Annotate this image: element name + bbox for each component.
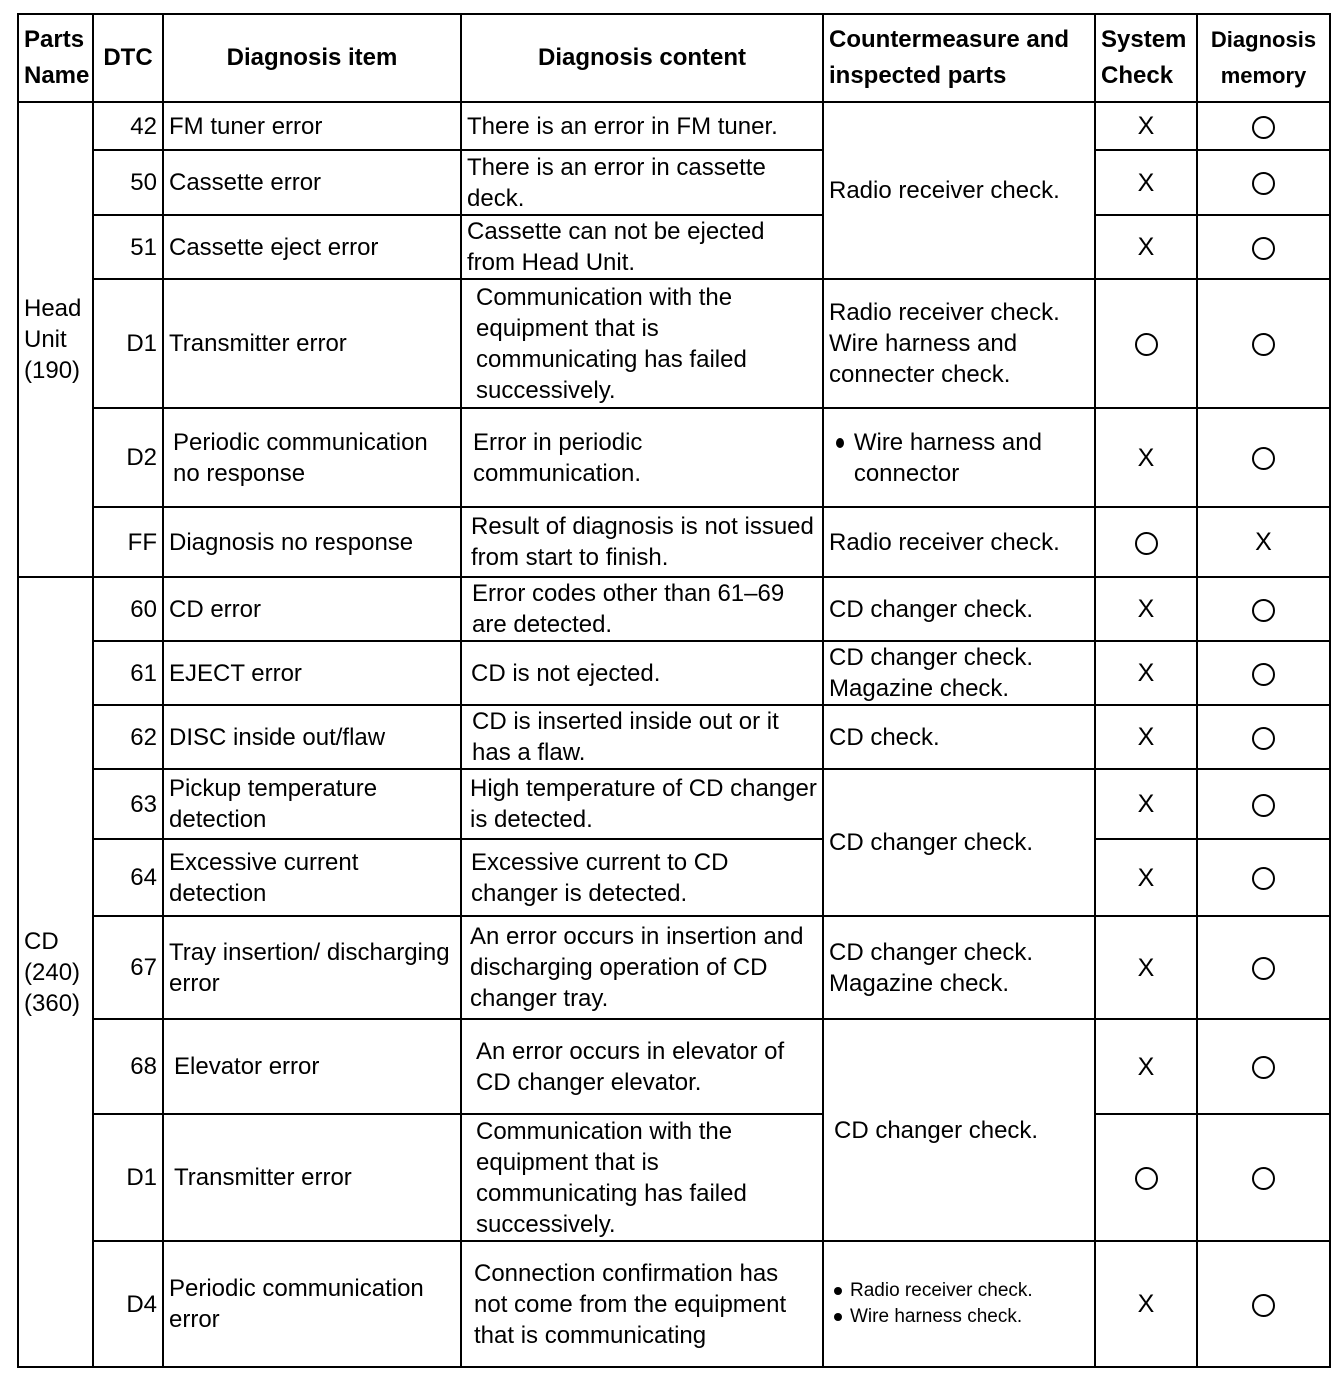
diagnosis-content: Result of diagnosis is not issued from start to finish. (461, 507, 823, 577)
diagnosis-content: Communication with the equipment that is communicating has failed successively. (461, 279, 823, 408)
header-dtc: DTC (93, 14, 163, 102)
x-mark: X (1137, 112, 1155, 141)
table-row (18, 641, 1330, 705)
dtc-code: 62 (93, 705, 163, 769)
diagnosis-item: Tray insertion/ discharging error (163, 916, 461, 1019)
countermeasure-bullet-text: Radio receiver check. (850, 1280, 1033, 1301)
diagnosis-item: FM tuner error (163, 102, 461, 150)
table-row (18, 1241, 1330, 1367)
system-check-mark (1095, 839, 1197, 916)
countermeasure (823, 408, 1095, 507)
system-check-mark (1095, 1019, 1197, 1114)
header-diagnosis-item: Diagnosis item (163, 14, 461, 102)
countermeasure-line: Wire harness and connecter check. (829, 330, 1018, 388)
system-check-mark (1095, 1241, 1197, 1367)
dtc-code: D1 (93, 1114, 163, 1241)
diagnosis-item: Transmitter error (163, 1114, 461, 1241)
countermeasure-line: Magazine check. (829, 969, 1010, 997)
x-mark: X (1137, 233, 1155, 262)
x-mark: X (1137, 659, 1155, 688)
dtc-code: 64 (93, 839, 163, 916)
diagnosis-item: Cassette error (163, 150, 461, 215)
circle-icon (1252, 116, 1275, 139)
system-check-mark (1095, 916, 1197, 1019)
countermeasure-line: Radio receiver check. (829, 299, 1060, 326)
system-check-mark (1095, 641, 1197, 705)
table-row (18, 705, 1330, 769)
x-mark: X (1137, 723, 1155, 752)
x-mark: X (1137, 443, 1155, 472)
system-check-mark (1095, 102, 1197, 150)
dtc-table (17, 13, 1331, 1368)
diagnosis-item: Periodic communication no response (163, 408, 461, 507)
countermeasure (823, 1241, 1095, 1367)
countermeasure: Radio receiver check. (823, 102, 1095, 279)
diagnosis-memory-mark (1197, 279, 1330, 408)
header-row (18, 14, 1330, 102)
dtc-code: 68 (93, 1019, 163, 1114)
countermeasure: CD changer check. (823, 769, 1095, 916)
diagnosis-memory-mark (1197, 705, 1330, 769)
diagnosis-memory-mark (1197, 1114, 1330, 1241)
countermeasure-bullet-text: Wire harness and connector (853, 428, 1042, 487)
diagnosis-memory-mark (1197, 1241, 1330, 1367)
diagnosis-item: CD error (163, 577, 461, 641)
diagnosis-content: Error in periodic communication. (461, 408, 823, 507)
diagnosis-content: High temperature of CD changer is detected. (461, 769, 823, 839)
diagnosis-item: DISC inside out/flaw (163, 705, 461, 769)
system-check-mark (1095, 577, 1197, 641)
countermeasure-line: CD changer check. (829, 644, 1034, 671)
diagnosis-content: An error occurs in insertion and discharging operation of CD changer tray. (461, 916, 823, 1019)
diagnosis-memory-mark (1197, 839, 1330, 916)
table-row (18, 1019, 1330, 1114)
dtc-code: FF (93, 507, 163, 577)
table-row (18, 150, 1330, 215)
diagnosis-item: Periodic communication error (163, 1241, 461, 1367)
circle-icon (1135, 333, 1158, 356)
parts-name-head-unit: Head Unit (190) (18, 102, 93, 577)
dtc-code: 50 (93, 150, 163, 215)
diagnosis-content: CD is not ejected. (461, 641, 823, 705)
countermeasure: CD changer check. (823, 1019, 1095, 1241)
system-check-mark (1095, 408, 1197, 507)
header-parts-name: Parts Name (18, 14, 93, 102)
diagnosis-memory-mark (1197, 408, 1330, 507)
dtc-code: D1 (93, 279, 163, 408)
table-row (18, 1114, 1330, 1241)
dtc-code: D2 (93, 408, 163, 507)
x-mark: X (1137, 595, 1155, 624)
x-mark: X (1255, 528, 1272, 557)
dtc-code: 60 (93, 577, 163, 641)
diagnosis-content: Error codes other than 61–69 are detected. (461, 577, 823, 641)
circle-icon (1252, 333, 1275, 356)
table-row (18, 408, 1330, 507)
diagnosis-memory-mark (1197, 916, 1330, 1019)
dtc-code: 67 (93, 916, 163, 1019)
dtc-code: 42 (93, 102, 163, 150)
countermeasure: CD changer check. (823, 577, 1095, 641)
table-row (18, 507, 1330, 577)
diagnosis-item: Pickup temperature detection (163, 769, 461, 839)
system-check-mark (1095, 215, 1197, 279)
diagnosis-content: There is an error in cassette deck. (461, 150, 823, 215)
diagnosis-item: EJECT error (163, 641, 461, 705)
circle-icon (1252, 794, 1275, 817)
diagnosis-content: There is an error in FM tuner. (461, 102, 823, 150)
circle-icon (1252, 447, 1275, 470)
diagnosis-item: Elevator error (163, 1019, 461, 1114)
table-row (18, 577, 1330, 641)
table-row (18, 839, 1330, 916)
diagnosis-content: Communication with the equipment that is communicating has failed successively. (461, 1114, 823, 1241)
circle-icon (1252, 663, 1275, 686)
x-mark: X (1137, 1052, 1155, 1081)
circle-icon (1252, 1294, 1275, 1317)
circle-icon (1252, 1056, 1275, 1079)
x-mark: X (1137, 168, 1155, 197)
diagnosis-memory-mark (1197, 507, 1330, 577)
x-mark: X (1137, 1290, 1155, 1319)
table-row (18, 279, 1330, 408)
countermeasure (823, 916, 1095, 1019)
circle-icon (1252, 1167, 1275, 1190)
dtc-code: 61 (93, 641, 163, 705)
diagnosis-memory-mark (1197, 577, 1330, 641)
x-mark: X (1137, 790, 1155, 819)
diagnosis-memory-mark (1197, 215, 1330, 279)
system-check-mark (1095, 279, 1197, 408)
circle-icon (1252, 172, 1275, 195)
diagnosis-item: Cassette eject error (163, 215, 461, 279)
header-countermeasure: Countermeasure and inspected parts (823, 14, 1095, 102)
diagnosis-content: An error occurs in elevator of CD changer elevator. (461, 1019, 823, 1114)
x-mark: X (1137, 863, 1155, 892)
table-row (18, 215, 1330, 279)
system-check-mark (1095, 150, 1197, 215)
bullet-icon (836, 438, 844, 448)
table-row (18, 769, 1330, 839)
diagnosis-memory-mark (1197, 769, 1330, 839)
diagnosis-content: Excessive current to CD changer is detected. (461, 839, 823, 916)
diagnosis-memory-mark (1197, 641, 1330, 705)
x-mark: X (1137, 953, 1155, 982)
diagnosis-item: Diagnosis no response (163, 507, 461, 577)
diagnosis-item: Excessive current detection (163, 839, 461, 916)
dtc-code: D4 (93, 1241, 163, 1367)
dtc-code: 63 (93, 769, 163, 839)
countermeasure (823, 641, 1095, 705)
header-diagnosis-content: Diagnosis content (461, 14, 823, 102)
circle-icon (1252, 599, 1275, 622)
bullet-icon (834, 1313, 842, 1321)
header-system-check: System Check (1095, 14, 1197, 102)
circle-icon (1252, 867, 1275, 890)
circle-icon (1135, 1167, 1158, 1190)
diagnosis-item: Transmitter error (163, 279, 461, 408)
countermeasure (823, 279, 1095, 408)
header-diagnosis-memory: Diagnosis memory (1197, 14, 1330, 102)
countermeasure: Radio receiver check. (823, 507, 1095, 577)
circle-icon (1135, 532, 1158, 555)
dtc-code: 51 (93, 215, 163, 279)
diagnosis-content: Connection confirmation has not come from the equipment that is communicating (461, 1241, 823, 1367)
table-row (18, 916, 1330, 1019)
system-check-mark (1095, 1114, 1197, 1241)
diagnosis-content: CD is inserted inside out or it has a flaw. (461, 705, 823, 769)
circle-icon (1252, 957, 1275, 980)
diagnosis-memory-mark (1197, 150, 1330, 215)
system-check-mark (1095, 705, 1197, 769)
circle-icon (1252, 237, 1275, 260)
diagnosis-memory-mark (1197, 1019, 1330, 1114)
countermeasure: CD check. (823, 705, 1095, 769)
countermeasure-line: Magazine check. (829, 675, 1010, 702)
diagnosis-memory-mark (1197, 102, 1330, 150)
circle-icon (1252, 727, 1275, 750)
countermeasure-bullet-text: Wire harness check. (850, 1306, 1023, 1327)
system-check-mark (1095, 769, 1197, 839)
parts-name-cd: CD (240) (360) (18, 577, 93, 1367)
system-check-mark (1095, 507, 1197, 577)
diagnosis-content: Cassette can not be ejected from Head Unit. (461, 215, 823, 279)
countermeasure-line: CD changer check. (829, 938, 1034, 966)
bullet-icon (834, 1287, 842, 1295)
table-row (18, 102, 1330, 150)
